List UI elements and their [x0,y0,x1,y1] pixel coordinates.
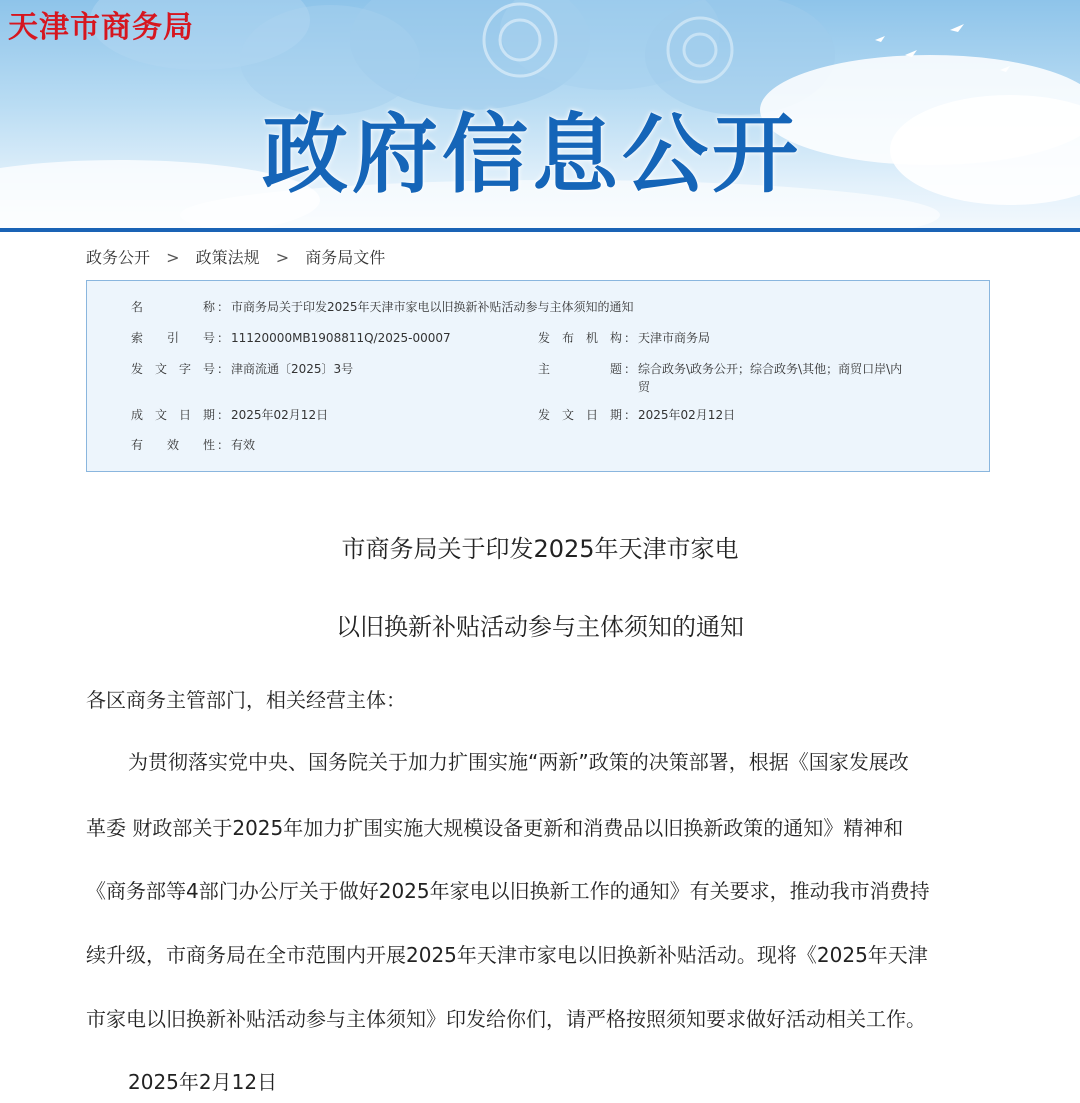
breadcrumb-item-bureau-docs[interactable]: 商务局文件 [305,248,386,267]
info-label-name: 名 称 [131,300,215,314]
breadcrumb-separator: > [275,248,290,267]
banner-title: 政府信息公开 [262,105,802,205]
colon: ： [624,331,637,345]
body-line: 《商务部等4部门办公厅关于做好2025年家电以旧换新工作的通知》有关要求，推动我市消费持 [86,879,930,903]
info-value-validity: 有效 [231,438,256,452]
colon: ： [217,438,230,452]
colon: ： [217,362,230,376]
colon: ： [624,408,637,422]
breadcrumb-item-policies[interactable]: 政策法规 [195,248,260,267]
info-value-doc-no: 津商流通〔2025〕3号 [231,362,354,376]
info-label-topic: 主 题 [538,362,622,376]
body-line: 市家电以旧换新补贴活动参与主体须知》印发给你们，请严格按照须知要求做好活动相关工作。 [86,1007,926,1031]
breadcrumb [86,245,385,271]
info-value-issued: 2025年02月12日 [638,408,736,422]
document-date: 2025年2月12日 [128,1070,278,1094]
colon: ： [217,408,230,422]
body-line: 革委 财政部关于2025年加力扩围实施大规模设备更新和消费品以旧换新政策的通知》精神和 [86,816,904,840]
info-label-doc-no: 发 文 字 号 [131,362,215,376]
body-line: 续升级，市商务局在全市范围内开展2025年天津市家电以旧换新补贴活动。现将《2025年天津 [86,943,928,967]
document-title-line-2: 以旧换新补贴活动参与主体须知的通知 [336,613,744,641]
info-value-index: 11120000MB1908811Q/2025-00007 [231,331,451,345]
breadcrumb-separator: > [166,248,180,267]
info-value-topic-line1: 综合政务\政务公开；综合政务\其他；商贸口岸\内 [638,362,903,376]
info-label-validity: 有 效 性 [131,438,215,452]
document-salutation: 各区商务主管部门，相关经营主体： [86,688,406,712]
colon: ： [217,300,230,314]
info-value-name: 市商务局关于印发2025年天津市家电以旧换新补贴活动参与主体须知的通知 [231,300,634,314]
info-label-index: 索 引 号 [131,331,215,345]
site-logo-text[interactable]: 天津市商务局 [8,10,194,45]
colon: ： [624,362,637,376]
info-value-issuer: 天津市商务局 [638,331,711,345]
document-info-panel [86,280,990,472]
colon: ： [217,331,230,345]
document-title-line-1: 市商务局关于印发2025年天津市家电 [341,535,739,563]
info-value-created: 2025年02月12日 [231,408,329,422]
info-label-created: 成 文 日 期 [131,408,215,422]
info-label-issuer: 发 布 机 构 [538,331,622,345]
banner-bottom-rule [0,228,1080,232]
body-line: 为贯彻落实党中央、国务院关于加力扩围实施“两新”政策的决策部署，根据《国家发展改 [128,750,909,774]
info-value-topic-line2: 贸 [638,380,651,394]
info-value-topic [638,360,928,396]
header-banner [0,0,1080,232]
info-label-issued: 发 文 日 期 [538,408,622,422]
breadcrumb-item-gov-affairs[interactable]: 政务公开 [86,248,151,267]
